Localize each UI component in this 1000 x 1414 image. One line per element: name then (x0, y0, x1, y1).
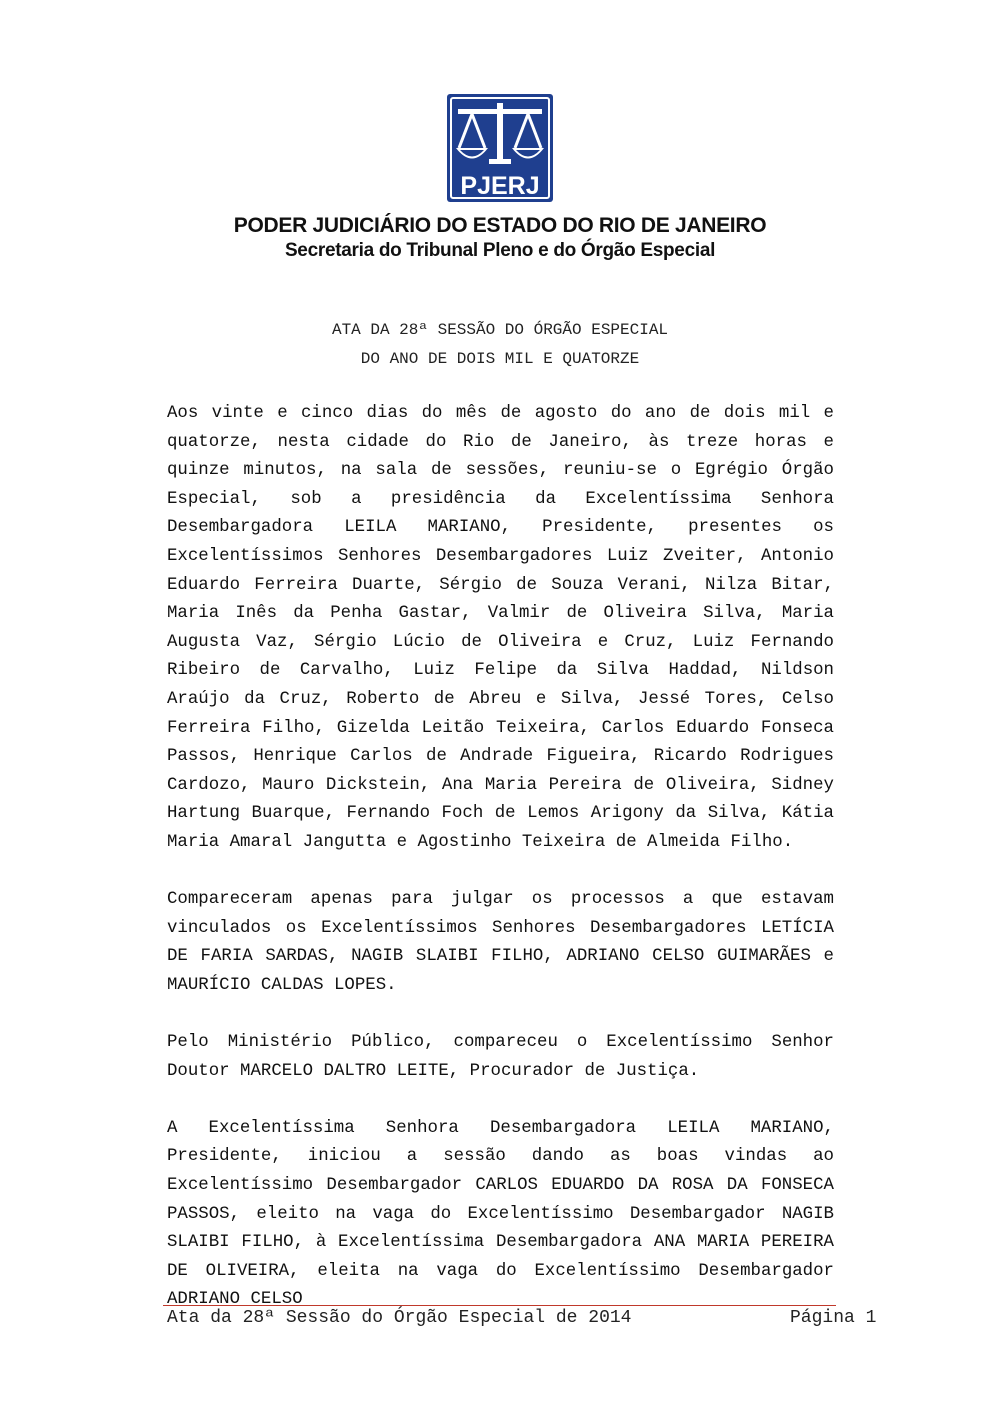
pjerj-logo (446, 93, 554, 203)
document-title-line1: ATA DA 28ª SESSÃO DO ÓRGÃO ESPECIAL (331, 321, 669, 339)
paragraph-attendance: Aos vinte e cinco dias do mês de agosto do ano de dois mil e quatorze, nesta cidade do Rio de Janeiro, às treze horas e quinze minutos, na sala de sessões, reuniu-se o Egrégio Órgão Especial, sob a presidência da Excelentíssima Senhora Desembargadora LEILA MARIANO, Presidente, presentes os Excelentíssimos Senhores Desembargadores Luiz Zveiter, Antonio Eduardo Ferreira Duarte, Sérgio de Souza Verani, Nilza Bitar, Maria Inês da Penha Gastar, Valmir de Oliveira Silva, Maria Augusta Vaz, Sérgio Lúcio de Oliveira e Cruz, Luiz Fernando Ribeiro de Carvalho, Luiz Felipe da Silva Haddad, Nildson Araújo da Cruz, Roberto de Abreu e Silva, Jessé Tores, Celso Ferreira Filho, Gizelda Leitão Teixeira, Carlos Eduardo Fonseca Passos, Henrique Carlos de Andrade Figueira, Ricardo Rodrigues Cardozo, Mauro Dickstein, Ana Maria Pereira de Oliveira, Sidney Hartung Buarque, Fernando Foch de Lemos Arigony da Silva, Kátia Maria Amaral Jangutta e Agostinho Teixeira de Almeida Filho. (167, 404, 834, 852)
document-body (167, 400, 834, 1344)
document-title-line2: DO ANO DE DOIS MIL E QUATORZE (360, 350, 640, 368)
paragraph-public-ministry: Pelo Ministério Público, compareceu o Excelentíssimo Senhor Doutor MARCELO DALTRO LEITE, Procurador de Justiça. (167, 1033, 834, 1081)
paragraph-session-opening: A Excelentíssima Senhora Desembargadora LEILA MARIANO, Presidente, iniciou a sessão dando as boas vindas ao Excelentíssimo Desembargador CARLOS EDUARDO DA ROSA DA FONSECA PASSOS, eleito na vaga do Excelentíssimo Desembargador NAGIB SLAIBI FILHO, à Excelentíssima Desembargadora ANA MARIA PEREIRA DE OLIVEIRA, eleita na vaga do Excelentíssimo Desembargador ADRIANO CELSO (167, 1118, 834, 1310)
scales-of-justice-icon (446, 93, 554, 203)
department-name: Secretaria do Tribunal Pleno e do Órgão Especial (284, 240, 716, 261)
paragraph-bound-judges: Compareceram apenas para julgar os processos a que estavam vinculados os Excelentíssimos Senhores Desembargadores LETÍCIA DE FARIA SARDAS, NAGIB SLAIBI FILHO, ADRIANO CELSO GUIMARÃES e MAURÍCIO CALDAS LOPES. (167, 890, 834, 995)
logo-label: PJERJ (460, 172, 540, 200)
footer-divider (163, 1305, 836, 1306)
footer-page-number: Página 1 (790, 1308, 877, 1328)
footer-document-title: Ata da 28ª Sessão do Órgão Especial de 2014 (167, 1308, 632, 1328)
org-name: PODER JUDICIÁRIO DO ESTADO DO RIO DE JANEIRO (233, 214, 767, 237)
